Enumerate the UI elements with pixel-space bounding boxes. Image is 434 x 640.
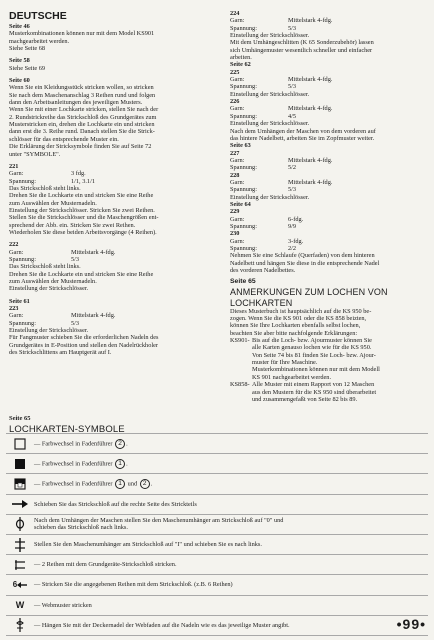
arrow-right-icon	[6, 499, 34, 509]
text-line: Das Strickschloß steht links.	[9, 184, 81, 192]
text-line: Nehmen Sie eine Schlaufe (Querfaden) von dem hinteren	[230, 252, 375, 260]
text-line: können Sie Ihre Lochkarten ebenfalls selbst lochen,	[230, 322, 361, 330]
section-title: Seite 46	[9, 23, 30, 30]
pattern-number: 221	[9, 162, 19, 170]
page-heading: DEUTSCHE	[9, 10, 67, 22]
yarn-label: Garn:	[9, 248, 24, 256]
tension-label: Spannung:	[230, 186, 257, 194]
yarn-row	[230, 17, 426, 24]
pattern-number: 227	[230, 149, 240, 157]
text-line: Bis auf die Loch- bzw. Ajourmuster können Sie	[252, 337, 372, 345]
text-line: Einstellung der Strickschlösser.	[230, 90, 310, 98]
right-column	[230, 10, 426, 403]
notes-heading-line1: ANMERKUNGEN ZUM LOCHEN VON	[230, 286, 388, 297]
yarn-row	[9, 312, 214, 319]
pattern-number: 229	[230, 208, 240, 216]
half-filled-square-icon	[6, 478, 34, 490]
tension-label: Spannung:	[230, 245, 257, 252]
tension-value: 2/2	[288, 245, 297, 252]
text-line: beachten Sie aber bitte nachfolgende Erklärungen:	[230, 329, 358, 337]
text-line: Wenn Sie ein Kleidungsstück stricken wollen, so stricken	[9, 84, 154, 92]
text-line: Musterkombinationen können nur mit dem Model KS901	[9, 30, 155, 38]
legend-row	[6, 473, 428, 493]
tension-row	[9, 320, 214, 327]
legend-text: — Stricken Sie die angegebenen Reihen mit dem Strickschloß. (z.B. 6 Reihen)	[34, 581, 233, 589]
model-label: KS858-	[230, 381, 250, 389]
tension-value: 4/5	[288, 112, 297, 120]
row-count-symbol: 6	[12, 580, 18, 590]
pattern-number: 224	[230, 10, 240, 17]
pattern-number: 222	[9, 241, 19, 249]
tension-row	[230, 83, 426, 90]
yarn-label: Garn:	[230, 105, 245, 113]
legend-conjunction: und	[127, 480, 138, 488]
text-line: Grundgerätes in E-Position und stellen den Nadelrückholer	[9, 341, 158, 349]
legend-label: Webmuster stricken	[41, 601, 92, 609]
legend-text: — Farbwechsel in Fadenführer 2 .	[34, 439, 128, 448]
yarn-row	[230, 179, 426, 186]
page-number: •99•	[396, 616, 426, 632]
yarn-label: Garn:	[230, 215, 245, 223]
open-square-icon	[6, 438, 34, 450]
text-line: Für Fangmuster schieben Sie die erforderlichen Nadeln des	[9, 334, 159, 342]
text-line: Nadelbett und hängen Sie diese in die entsprechende Nadel	[230, 259, 380, 267]
yarn-value: Mittelstark 4-fdg.	[288, 105, 333, 113]
text-line: dann erst die 3. Reihe rund. Danach stellen Sie die Strick-	[9, 128, 155, 136]
tension-label: Spannung:	[230, 164, 257, 172]
yarn-value: Mittelstark 4-fdg.	[71, 248, 116, 256]
feeder-number: 2	[115, 439, 125, 449]
yarn-label: Garn:	[230, 156, 245, 164]
model-note-body	[252, 381, 376, 403]
text-line: Sie nach dem Maschenanschlag 3 Reihen rund und folgen	[9, 91, 156, 99]
tension-value: 5/3	[71, 255, 80, 263]
yarn-label: Garn:	[9, 312, 24, 320]
text-line: Stellen Sie die Strickschlösser und die Maschengrößen ent-	[9, 214, 159, 222]
tension-row	[230, 113, 426, 120]
text-line: muster für Ihre Maschine.	[252, 359, 318, 367]
text-line: schlösser für das entsprechende Muster ein.	[9, 135, 119, 143]
tension-row	[230, 245, 426, 252]
yarn-value: 6-fdg.	[288, 215, 304, 223]
legend-text: — Hängen Sie mit der Deckernadel der Webfaden auf die Nadeln wie es das jeweilige Muster angibt.	[34, 621, 290, 629]
legend-text	[34, 517, 428, 531]
pattern-number: 226	[230, 98, 240, 106]
yarn-label: Garn:	[230, 237, 245, 245]
row-count-arrow-icon	[6, 581, 34, 589]
text-line: Musterstricken ein, drehen die Lochkarte ein und stricken	[9, 121, 155, 129]
tension-label: Spannung:	[230, 83, 257, 91]
yarn-label: Garn:	[9, 170, 24, 178]
yarn-label: Garn:	[230, 178, 245, 186]
text-line: Einstellung der Strickschlösser.	[230, 120, 310, 128]
legend-label: 2 Reihen mit dem Grundgeräte-Strickschloß stricken.	[41, 561, 177, 569]
legend-text: — Farbwechsel in Fadenführer 1 und 2 .	[34, 479, 153, 488]
text-line: Nach dem Umhängen der Maschen von dem vorderen auf	[230, 127, 376, 135]
text-line: Wiederholen Sie diese beiden Arbeitsvorgänge (4 Reihen).	[9, 228, 157, 236]
feeder-number: 2	[140, 479, 150, 489]
legend-label: Schieben Sie das Strickschloß auf die rechte Seite des Strickteils	[34, 500, 197, 508]
tension-value: 5/3	[288, 83, 297, 91]
section-title: Seite 61	[9, 297, 30, 305]
text-line: Einstellung der Strickschlösser.	[230, 32, 310, 40]
pattern-number: 223	[9, 305, 19, 313]
text-line: 2. Rundstrickreihe das Strickschloß des Grundgerätes zum	[9, 113, 157, 121]
transfer-one-icon	[6, 537, 34, 553]
text-line: Mit dem Umhängeschlitten (K 65 Sonderzubehör) lassen	[230, 39, 374, 47]
transfer-zero-icon	[6, 516, 34, 532]
text-line: sprechend der Abb. ein. Stricken Sie zwei Reihen.	[9, 221, 136, 229]
yarn-row	[230, 238, 426, 245]
tension-value: 5/2	[288, 164, 297, 172]
tension-label: Spannung:	[9, 319, 36, 327]
text-line: sich Umhängemuster wesentlich schneller und einfacher	[230, 46, 373, 54]
legend-row	[6, 554, 428, 574]
weave-symbol: W	[15, 599, 25, 610]
legend-row	[6, 494, 428, 514]
tension-row	[230, 164, 426, 171]
tension-row	[9, 256, 214, 263]
yarn-label: Garn:	[230, 17, 245, 25]
text-line: und zusammengefaßt von Seite 82 bis 89.	[252, 395, 358, 403]
tension-value: 5/3	[288, 24, 297, 32]
yarn-row	[9, 170, 214, 177]
section-title: Seite 63	[230, 142, 251, 150]
yarn-value: 3-fdg.	[288, 237, 304, 245]
text-line: Siehe Seite 68	[9, 45, 46, 53]
tension-row	[9, 178, 214, 185]
legend-row	[6, 534, 428, 554]
section-title: Seite 65	[230, 278, 256, 286]
legend-row	[6, 453, 428, 473]
hook-needle-icon	[6, 617, 34, 633]
tension-row	[230, 186, 426, 193]
text-line: Drehen Sie die Lochkarte ein und stricken Sie eine Reihe	[9, 192, 154, 200]
tension-label: Spannung:	[9, 177, 36, 185]
yarn-row	[230, 105, 426, 112]
pattern-number: 228	[230, 171, 240, 179]
legend-row	[6, 514, 428, 534]
text-line: alle Karten genauso lochen wie für die KS 950.	[252, 344, 372, 352]
text-line: Einstellung der Strickschlösser.	[230, 193, 310, 201]
text-line: Einstellung der Strickschlösser.	[9, 285, 89, 293]
text-line: zum Auswählen der Musternadeln.	[9, 278, 97, 285]
legend-row	[6, 433, 428, 453]
tension-label: Spannung:	[230, 24, 257, 32]
text-line: unter "SYMBOLE".	[9, 150, 61, 158]
text-line: Drehen Sie die Lochkarte ein und stricken Sie eine Reihe	[9, 270, 154, 278]
tension-label: Spannung:	[9, 255, 36, 263]
tension-label: Spannung:	[230, 222, 257, 230]
text-line: Das Strickschloß steht links.	[9, 263, 81, 271]
yarn-row	[230, 76, 426, 83]
legend-label: Nach dem Umhängen der Maschen stellen Sie den Maschenumhänger am Strickschloß auf "0" und	[34, 517, 284, 525]
text-line: Einstellung der Strickschlösser.	[9, 327, 89, 335]
tension-row	[230, 25, 426, 32]
legend-label: Farbwechsel in Fadenführer	[41, 440, 113, 448]
yarn-value: Mittelstark 4-fdg.	[288, 17, 333, 25]
pattern-number: 225	[230, 68, 240, 76]
legend-label: Farbwechsel in Fadenführer	[41, 460, 113, 468]
symbol-legend	[6, 433, 428, 636]
tension-value: 5/3	[71, 319, 80, 327]
model-note-body	[252, 337, 380, 381]
yarn-row	[9, 249, 214, 256]
yarn-value: Mittelstark 4-fdg.	[288, 178, 333, 186]
legend-row	[6, 595, 428, 615]
model-label: KS901-	[230, 337, 250, 345]
model-note-ks858	[230, 381, 426, 403]
text-line: Die Erklärung der Stricksymbole finden Sie auf Seite 72	[9, 143, 152, 151]
text-line: zogen. Wenn Sie die KS 901 oder die KS 858 beizten,	[230, 315, 367, 323]
yarn-row	[230, 216, 426, 223]
tension-row	[230, 223, 426, 230]
text-line: arbeiten.	[230, 54, 252, 62]
pattern-number: 230	[230, 230, 240, 238]
section-title: Seite 58	[9, 57, 30, 65]
text-line: Alle Muster mit einem Rapport von 12 Maschen	[252, 381, 375, 389]
symbols-header	[9, 415, 125, 435]
tension-label: Spannung:	[230, 112, 257, 120]
filled-square-icon	[6, 458, 34, 470]
text-line: des vorderen Nadelbettes.	[230, 267, 296, 275]
tension-value: 9/9	[288, 222, 297, 230]
notes-heading-line2: LOCHKARTEN	[230, 297, 293, 308]
section-title: Seite 64	[230, 200, 251, 208]
legend-label: Stricken Sie die angegebenen Reihen mit dem Strickschloß. (z.B. 6 Reihen)	[41, 581, 233, 589]
legend-label: Hängen Sie mit der Deckernadel der Webfaden auf die Nadeln wie es das jeweilige Muster angibt.	[41, 621, 290, 629]
text-line: Siehe Seite 69	[9, 64, 46, 72]
tension-value: 5/3	[288, 186, 297, 194]
legend-text: — 2 Reihen mit dem Grundgeräte-Strickschloß stricken.	[34, 561, 177, 569]
text-line: dann den Arbeitsanleitungen des jeweiligen Musters.	[9, 99, 143, 107]
text-line: Musterkombinationen können nur mit dem Modell	[252, 366, 380, 374]
text-line: Von Seite 74 bis 81 finden Sie Loch- bzw. Ajour-	[252, 351, 376, 359]
legend-text: — Farbwechsel in Fadenführer 1 .	[34, 459, 128, 468]
legend-label: schieben das Strickschloß nach links.	[34, 524, 128, 532]
double-line-arrow-icon	[6, 558, 34, 572]
yarn-value: Mittelstark 4-fdg.	[288, 156, 333, 164]
symbols-title: LOCHKARTEN-SYMBOLE	[9, 423, 125, 435]
weave-icon	[6, 599, 34, 610]
legend-text: — Webmuster stricken	[34, 601, 92, 609]
legend-row	[6, 574, 428, 594]
section-title: Seite 62	[230, 61, 251, 69]
text-line: Dieses Musterbuch ist hauptsächlich auf die KS 950 be-	[230, 307, 372, 315]
text-line: machgearbeitet werden.	[9, 37, 70, 45]
text-line: KS 901 nachgearbeitet werden.	[252, 373, 332, 381]
legend-row	[6, 615, 428, 636]
section-title: Seite 60	[9, 77, 30, 85]
yarn-value: Mittelstark 4-fdg.	[288, 76, 333, 84]
yarn-row	[230, 157, 426, 164]
text-line: das hintere Nadelbett, arbeiten Sie im Zopfmuster weiter.	[230, 134, 375, 142]
legend-label: Stellen Sie den Maschenumhänger am Strickschloß auf "I" und schieben Sie es nach links.	[34, 541, 262, 549]
section-title: Seite 65	[9, 415, 31, 422]
feeder-number: 1	[115, 459, 125, 469]
text-line: des Strickschlittens am Hauptgerät auf I.	[9, 349, 112, 357]
feeder-number: 1	[115, 479, 125, 489]
yarn-value: Mittelstark 4-fdg.	[71, 312, 116, 320]
text-line: zum Auswählen der Musternadeln.	[9, 199, 97, 207]
yarn-value: 3 fdg.	[71, 170, 86, 178]
legend-label: Farbwechsel in Fadenführer	[41, 480, 113, 488]
yarn-label: Garn:	[230, 76, 245, 84]
left-column	[9, 10, 214, 356]
text-line: Wenn Sie mit einer Lochkarte stricken, stellen Sie nach der	[9, 106, 159, 114]
model-note-ks901	[230, 337, 426, 381]
text-line: Einstellung der Strickschlösser. Stricken Sie zwei Reihen.	[9, 206, 155, 214]
tension-value: 1/1, 3.1/1	[71, 177, 95, 185]
text-line: aus den Mustern für die KS 950 sind überarbeitet	[252, 388, 377, 396]
